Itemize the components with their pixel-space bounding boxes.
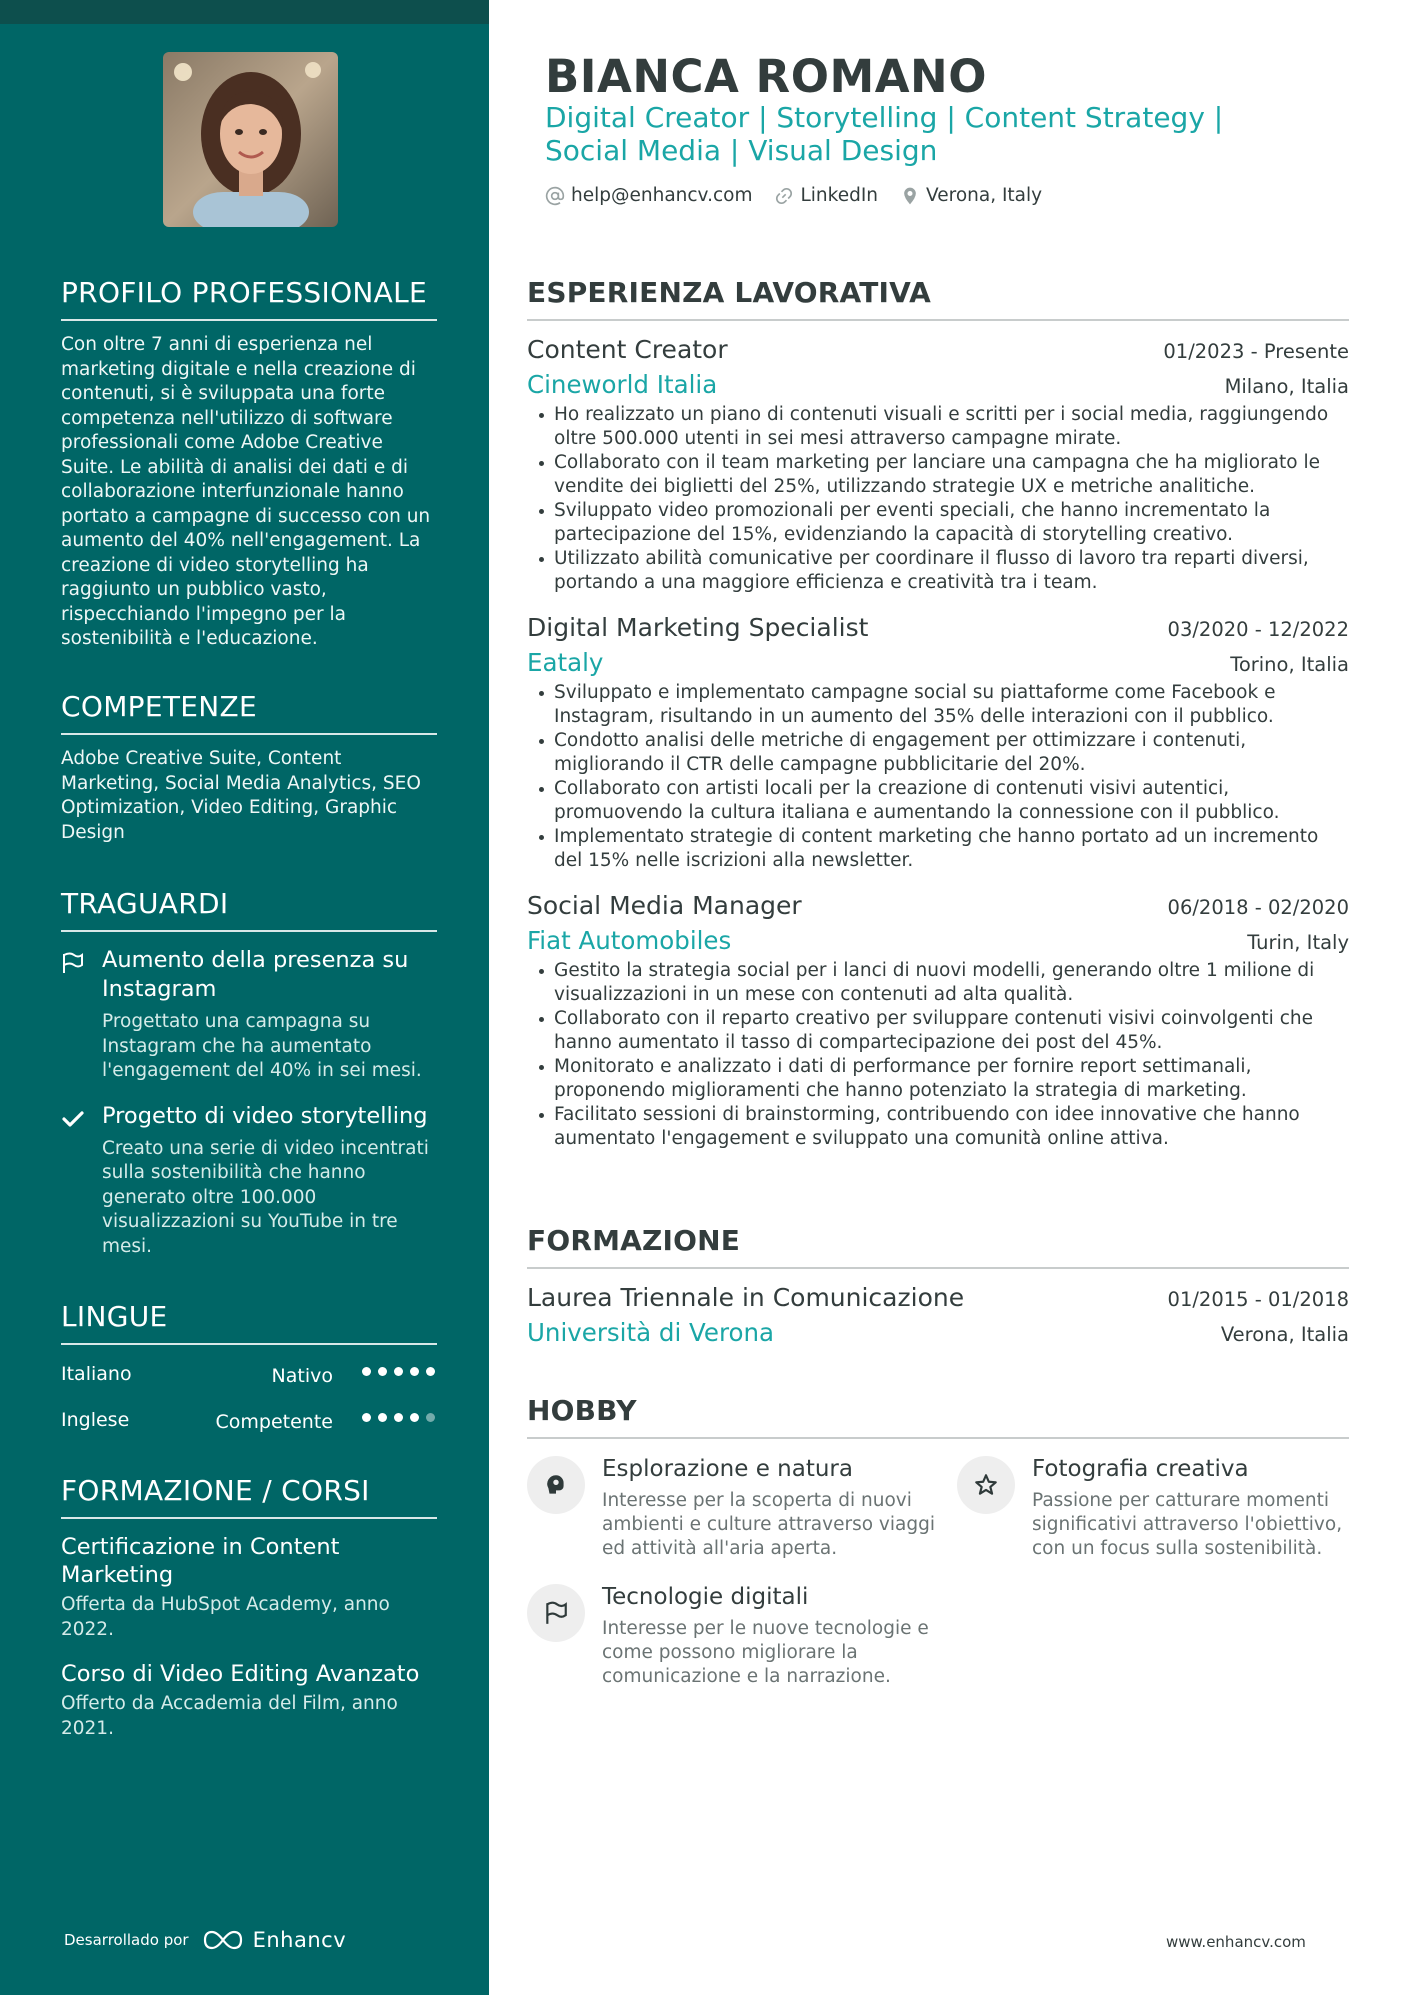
- job-location: Turin, Italy: [1247, 931, 1349, 954]
- hobby-icon-circle: [527, 1456, 585, 1514]
- job-title: Social Media Manager: [527, 891, 802, 920]
- achievement-title: Aumento della presenza su Instagram: [102, 947, 409, 1002]
- language-name: Inglese: [61, 1409, 130, 1431]
- languages-section: [61, 1300, 437, 1451]
- experience-heading: ESPERIENZA LAVORATIVA: [527, 276, 1349, 321]
- hobby-title: Fotografia creativa: [1032, 1456, 1249, 1482]
- job-date: 03/2020 - 12/2022: [1167, 618, 1349, 641]
- contact-email[interactable]: [545, 185, 752, 206]
- rating-dot: [362, 1367, 371, 1376]
- hobby-title: Tecnologie digitali: [602, 1584, 809, 1610]
- hobby-desc: Interesse per le nuove tecnologie e come possono migliorare la comunicazione e la narrazione.: [602, 1618, 929, 1687]
- contact-linkedin[interactable]: [774, 185, 878, 206]
- education-section: [527, 1224, 1349, 1365]
- profile-text: Con oltre 7 anni di esperienza nel marketing digitale e nella creazione di contenuti, si è sviluppata una forte competenza nell'utilizzo di software professionali come Adobe Creative Suite. Le abilità di analisi dei dati e di collaborazione interfunzionale hanno portato a campagne di successo con un aumento del 40% nell'engagement. La creazione di video storytelling ha raggiunto un pubblico vasto, rispecchiando l'impegno per la sostenibilità e l'educazione.: [61, 334, 431, 649]
- contact-list: [545, 185, 1042, 206]
- hobby-item: [957, 1455, 1349, 1561]
- job-title: Digital Marketing Specialist: [527, 613, 869, 642]
- profile-photo: [163, 52, 338, 227]
- powered-by-label: Desarrollado por: [64, 1931, 189, 1949]
- job-bullet: Utilizzato abilità comunicative per coordinare il flusso di lavoro tra reparti diversi, portando a una maggiore efficienza e creatività tra i team.: [527, 547, 1349, 595]
- job-bullets: [527, 681, 1349, 873]
- job-bullet: Collaborato con il reparto creativo per sviluppare contenuti visivi coinvolgenti che hanno aumentato il tasso di compartecipazione dei post del 45%.: [527, 1007, 1349, 1055]
- contact-location: [900, 185, 1042, 206]
- job-bullet: Facilitato sessioni di brainstorming, contribuendo con idee innovative che hanno aumentato l'engagement e sviluppato una comunità online attiva.: [527, 1103, 1349, 1151]
- headline: Digital Creator | Storytelling | Content Strategy | Social Media | Visual Design: [545, 101, 1224, 167]
- language-name: Italiano: [61, 1363, 132, 1385]
- rating-dot: [378, 1367, 387, 1376]
- courses-heading: FORMAZIONE / CORSI: [61, 1474, 437, 1519]
- rating-dot: [394, 1413, 403, 1422]
- rating-dot: [410, 1367, 419, 1376]
- achievement-title: Progetto di video storytelling: [102, 1102, 428, 1129]
- rating-dot: [394, 1367, 403, 1376]
- education-date: 01/2015 - 01/2018: [1167, 1288, 1349, 1311]
- sidebar-footer: [64, 1928, 346, 1952]
- sidebar-top-bar: [0, 0, 489, 24]
- achievements-section: [61, 887, 437, 1277]
- hobby-heading: HOBBY: [527, 1394, 1349, 1439]
- company-name: Cineworld Italia: [527, 370, 718, 399]
- candidate-name: BIANCA ROMANO: [545, 50, 987, 103]
- brand-name: Enhancv: [252, 1928, 347, 1952]
- course-title: Corso di Video Editing Avanzato: [61, 1661, 420, 1687]
- achievements-heading: TRAGUARDI: [61, 887, 437, 932]
- brain-icon: [543, 1472, 569, 1498]
- contact-location-text: Verona, Italy: [926, 185, 1043, 206]
- job-location: Milano, Italia: [1224, 375, 1349, 398]
- course-title: Certificazione in Content Marketing: [61, 1534, 340, 1588]
- education-location: Verona, Italia: [1220, 1323, 1349, 1346]
- language-row: [61, 1405, 437, 1451]
- achievement-desc: Creato una serie di video incentrati sulla sostenibilità che hanno generato oltre 100.000 visualizzazioni su YouTube in tre mesi.: [102, 1137, 429, 1257]
- degree-title: Laurea Triennale in Comunicazione: [527, 1283, 965, 1312]
- sidebar: [0, 0, 489, 1995]
- job-bullets: [527, 959, 1349, 1151]
- rating-dot: [410, 1413, 419, 1422]
- job-bullet: Monitorato e analizzato i dati di performance per fornire report settimanali, proponendo miglioramenti che hanno potenziato la strategia di marketing.: [527, 1055, 1349, 1103]
- flag-icon: [61, 951, 85, 975]
- location-pin-icon: [900, 186, 920, 206]
- skills-heading: COMPETENZE: [61, 690, 437, 735]
- hobby-title: Esplorazione e natura: [602, 1456, 853, 1482]
- rating-dot: [426, 1367, 435, 1376]
- contact-linkedin-text: LinkedIn: [800, 185, 879, 206]
- company-name: Fiat Automobiles: [527, 926, 732, 955]
- achievement-item: [61, 946, 437, 1084]
- experience-section: [527, 276, 1349, 1169]
- education-entry: [527, 1283, 1349, 1347]
- job-bullet: Sviluppato e implementato campagne social su piattaforme come Facebook e Instagram, risultando in un aumento del 35% delle interazioni con il pubblico.: [527, 681, 1349, 729]
- profile-heading: PROFILO PROFESSIONALE: [61, 276, 437, 321]
- rating-dot: [378, 1413, 387, 1422]
- skills-section: [61, 690, 437, 845]
- hobby-icon-circle: [527, 1584, 585, 1642]
- job-location: Torino, Italia: [1230, 653, 1349, 676]
- language-level: Nativo: [271, 1365, 333, 1387]
- checkmark-icon: [61, 1107, 85, 1131]
- course-item: [61, 1533, 437, 1642]
- hobby-item: [527, 1455, 957, 1561]
- job-date: 01/2023 - Presente: [1163, 340, 1349, 363]
- rating-dot-empty: [426, 1413, 435, 1422]
- education-heading: FORMAZIONE: [527, 1224, 1349, 1269]
- language-rating: [362, 1367, 435, 1376]
- course-desc: Offerto da Accademia del Film, anno 2021.: [61, 1693, 398, 1739]
- language-row: [61, 1359, 437, 1405]
- job-bullet: Condotto analisi delle metriche di engagement per ottimizzare i contenuti, migliorando il CTR delle campagne pubblicitarie del 20%.: [527, 729, 1349, 777]
- job-bullet: Ho realizzato un piano di contenuti visuali e scritti per i social media, raggiungendo oltre 500.000 utenti in sei mesi attraverso campagne mirate.: [527, 403, 1349, 451]
- link-icon: [774, 186, 794, 206]
- job-title: Content Creator: [527, 335, 728, 364]
- job-entry: [527, 891, 1349, 1151]
- hobby-icon-circle: [957, 1456, 1015, 1514]
- rating-dot: [362, 1413, 371, 1422]
- hobby-item: [527, 1583, 957, 1689]
- job-bullet: Sviluppato video promozionali per eventi speciali, che hanno incrementato la partecipazione del 15%, evidenziando la capacità di storytelling creativo.: [527, 499, 1349, 547]
- job-bullet: Collaborato con il team marketing per lanciare una campagna che ha migliorato le vendite dei biglietti del 25%, utilizzando strategie UX e metriche analitiche.: [527, 451, 1349, 499]
- contact-email-text: help@enhancv.com: [571, 185, 753, 206]
- flag-icon: [543, 1600, 569, 1626]
- hobby-section: [527, 1394, 1349, 1689]
- website-link[interactable]: www.enhancv.com: [1166, 1933, 1306, 1951]
- job-bullet: Gestito la strategia social per i lanci di nuovi modelli, generando oltre 1 milione di visualizzazioni in un mese con contenuti ad alta qualità.: [527, 959, 1349, 1007]
- job-bullets: [527, 403, 1349, 595]
- skills-text: Adobe Creative Suite, Content Marketing, Social Media Analytics, SEO Optimization, Video Editing, Graphic Design: [61, 748, 421, 843]
- at-icon: [545, 186, 565, 206]
- course-desc: Offerta da HubSpot Academy, anno 2022.: [61, 1594, 390, 1640]
- course-item: [61, 1660, 437, 1741]
- hobby-desc: Passione per catturare momenti significativi attraverso l'obiettivo, con un focus sulla sostenibilità.: [1032, 1490, 1343, 1559]
- company-name: Eataly: [527, 648, 604, 677]
- achievement-item: [61, 1102, 437, 1260]
- job-entry: [527, 335, 1349, 595]
- job-bullet: Collaborato con artisti locali per la creazione di contenuti visivi autentici, promuovendo la cultura italiana e aumentando la connessione con il pubblico.: [527, 777, 1349, 825]
- job-entry: [527, 613, 1349, 873]
- star-icon: [973, 1472, 999, 1498]
- school-name: Università di Verona: [527, 1318, 775, 1347]
- job-bullet: Implementato strategie di content marketing che hanno portato ad un incremento del 15% nelle iscrizioni alla newsletter.: [527, 825, 1349, 873]
- language-rating: [362, 1413, 435, 1422]
- enhancv-logo-icon: [201, 1929, 245, 1951]
- achievement-desc: Progettato una campagna su Instagram che ha aumentato l'engagement del 40% in sei mesi.: [102, 1011, 422, 1081]
- job-date: 06/2018 - 02/2020: [1167, 896, 1349, 919]
- languages-heading: LINGUE: [61, 1300, 437, 1345]
- courses-section: [61, 1474, 437, 1759]
- enhancv-brand[interactable]: [201, 1928, 347, 1952]
- profile-section: [61, 276, 437, 652]
- hobby-desc: Interesse per la scoperta di nuovi ambienti e culture attraverso viaggi ed attività all'aria aperta.: [602, 1490, 935, 1559]
- language-level: Competente: [215, 1411, 333, 1433]
